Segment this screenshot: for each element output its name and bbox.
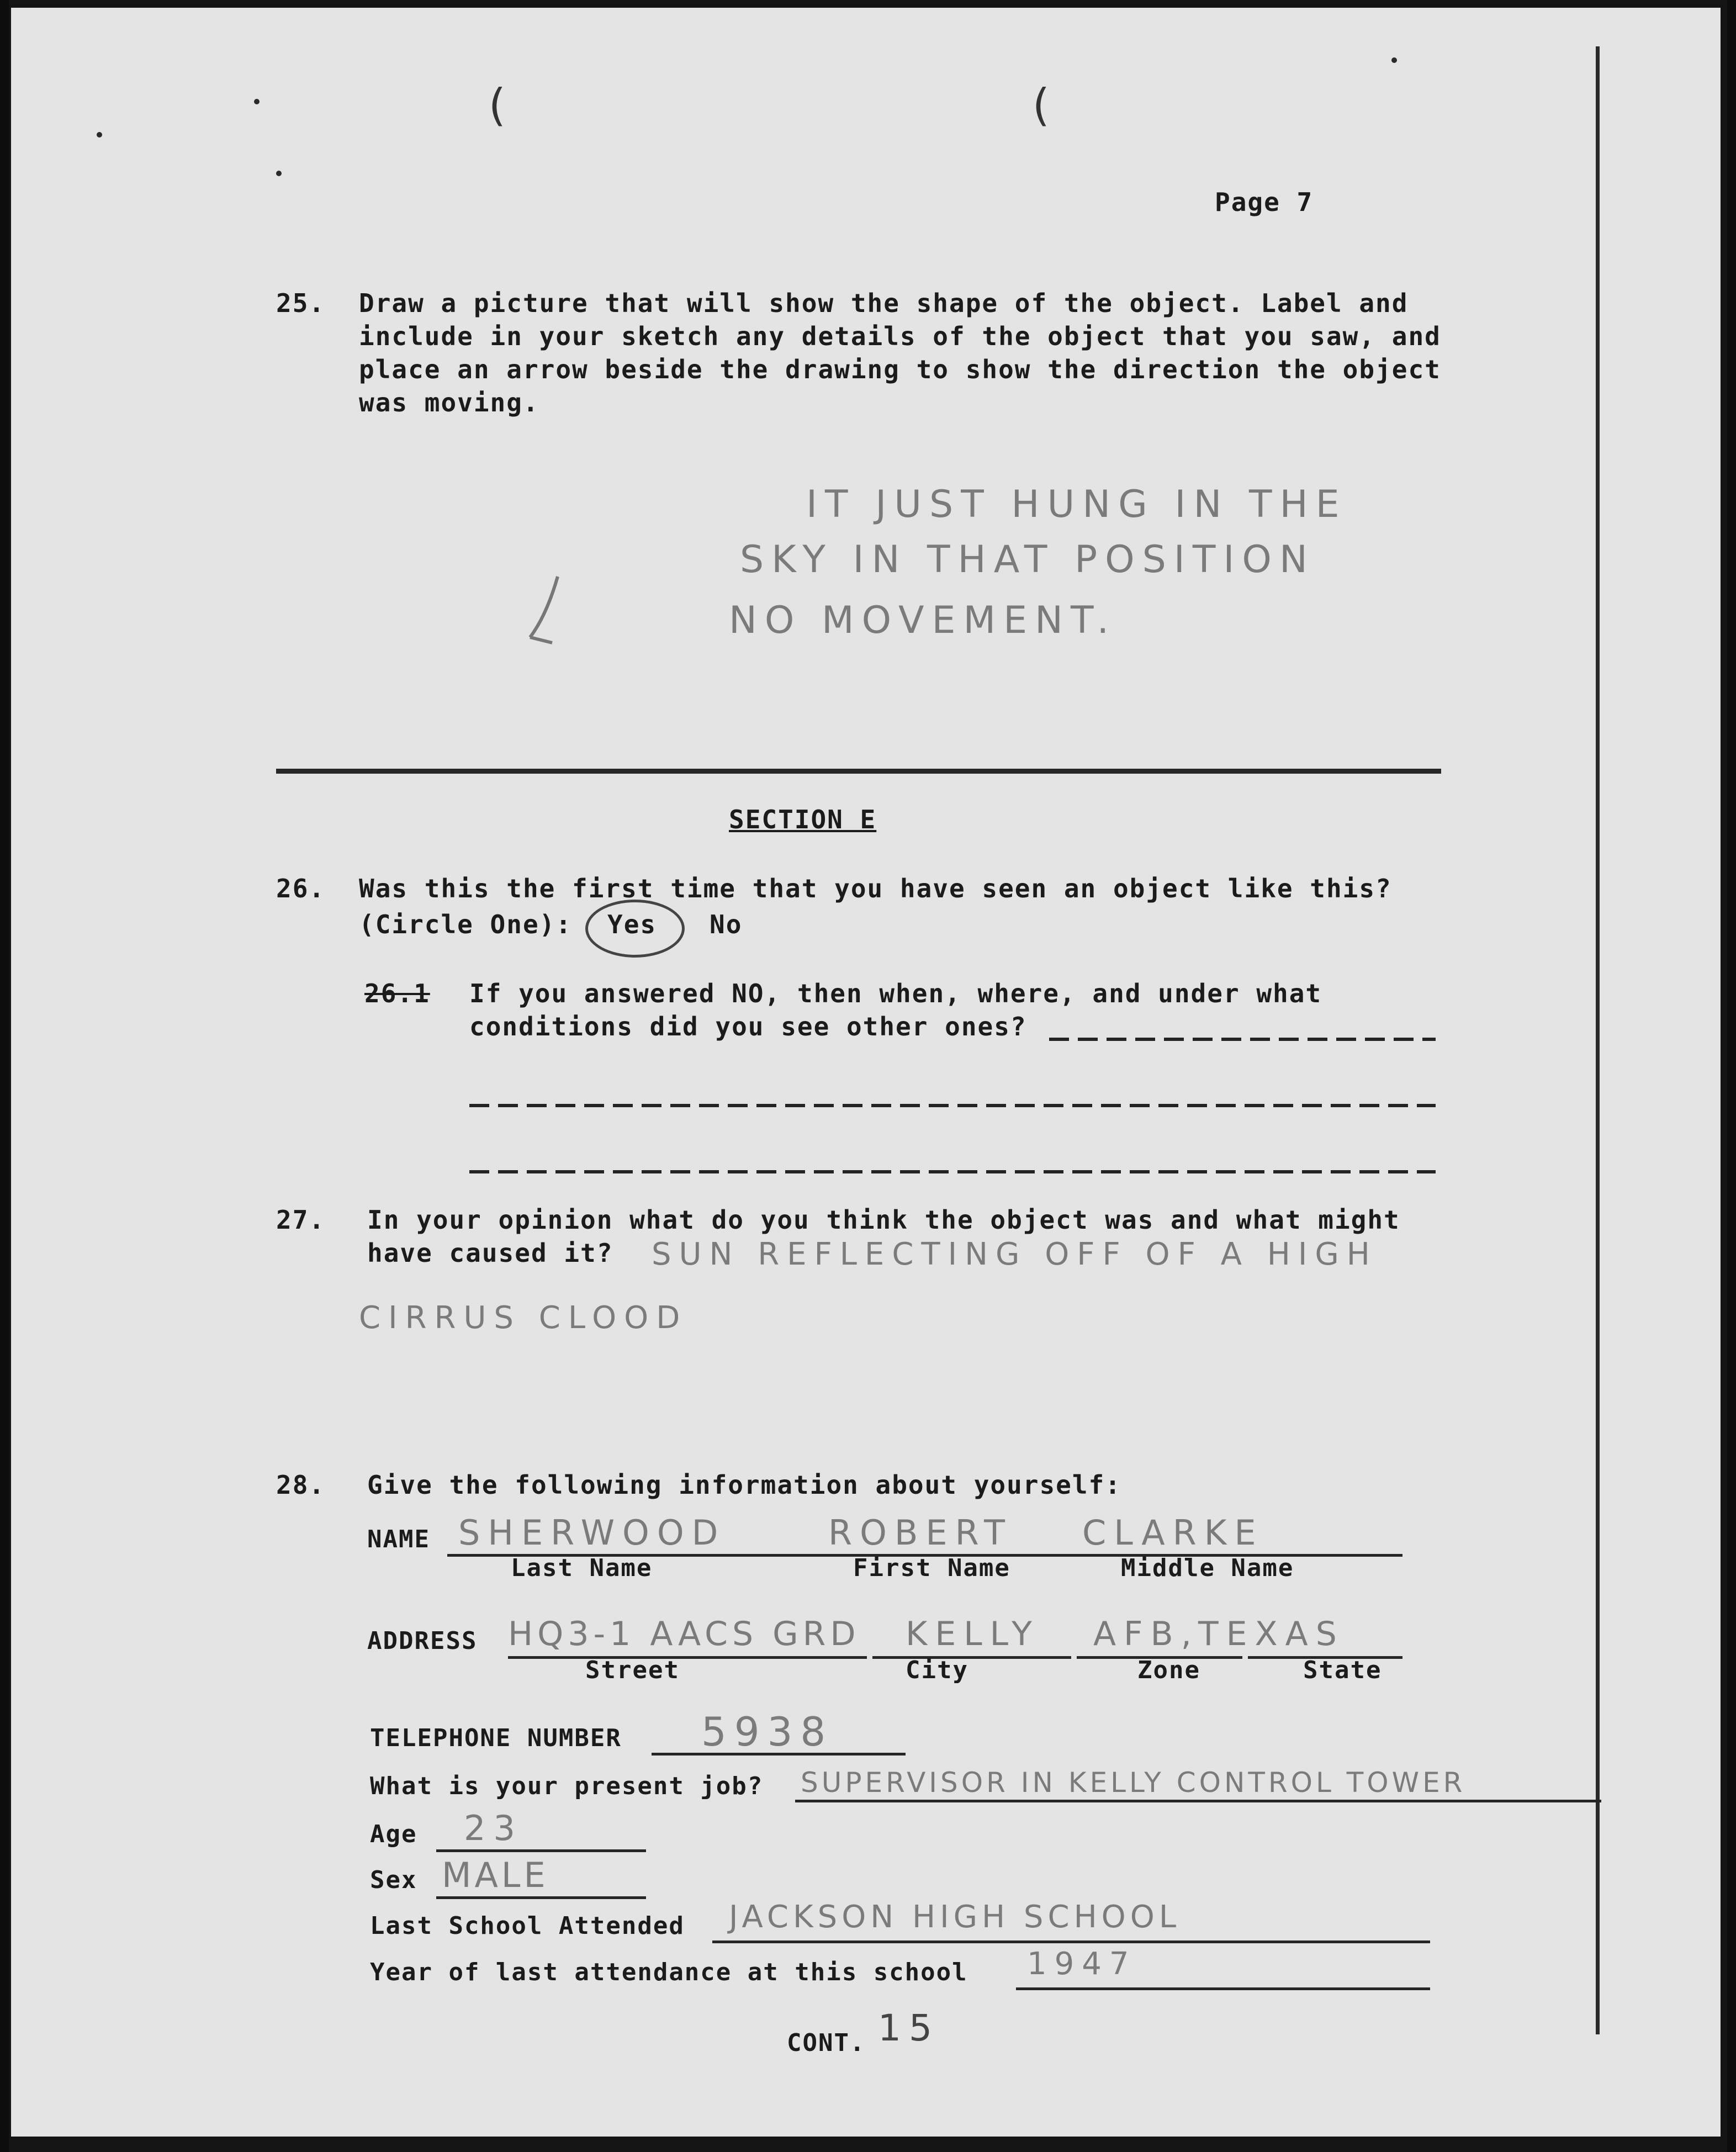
question-text: place an arrow beside the drawing to show the direction the object xyxy=(359,355,1441,384)
sketch-answer: NO MOVEMENT. xyxy=(729,599,1117,642)
last-name-value: SHERWOOD xyxy=(458,1513,726,1553)
question-number: 27. xyxy=(276,1205,326,1235)
street-value: HQ3-1 AACS GRD xyxy=(508,1615,860,1653)
opinion-answer: CIRRUS CLOOD xyxy=(359,1300,688,1336)
school-label: Last School Attended xyxy=(370,1912,685,1940)
scan-speck xyxy=(1391,57,1397,63)
sub-question-text: conditions did you see other ones? xyxy=(469,1012,1027,1041)
question-text: In your opinion what do you think the object was and what might xyxy=(367,1205,1400,1235)
middle-name-caption: Middle Name xyxy=(1121,1554,1294,1582)
city-value: KELLY xyxy=(906,1615,1040,1653)
question-number: 26. xyxy=(276,874,326,903)
answer-line xyxy=(469,1170,1436,1173)
question-text: was moving. xyxy=(359,388,539,417)
first-name-value: ROBERT xyxy=(828,1513,1013,1553)
question-text: Give the following information about yourself: xyxy=(367,1470,1121,1500)
question-number: 25. xyxy=(276,288,326,318)
question-number: 28. xyxy=(276,1470,326,1500)
sex-label: Sex xyxy=(370,1866,417,1894)
question-text: Was this the first time that you have seen an object like this? xyxy=(359,874,1392,903)
sex-value: MALE xyxy=(442,1855,549,1895)
job-line xyxy=(795,1800,1601,1802)
year-label: Year of last attendance at this school xyxy=(370,1958,968,1986)
answer-line xyxy=(1049,1038,1436,1041)
circled-answer xyxy=(585,900,685,958)
year-line xyxy=(1016,1987,1430,1990)
question-text: have caused it? xyxy=(367,1238,613,1268)
question-text: Draw a picture that will show the shape of the object. Label and xyxy=(359,288,1409,318)
question-text: include in your sketch any details of the object that you saw, and xyxy=(359,321,1441,351)
address-label: ADDRESS xyxy=(367,1627,478,1655)
scan-speck xyxy=(276,171,282,176)
margin-mark: ( xyxy=(1027,80,1054,131)
middle-name-value: CLARKE xyxy=(1082,1513,1264,1553)
sketch-answer: SKY IN THAT POSITION xyxy=(740,538,1315,581)
age-label: Age xyxy=(370,1820,417,1848)
form-page xyxy=(11,8,1721,2137)
job-label: What is your present job? xyxy=(370,1772,764,1800)
sex-line xyxy=(436,1896,646,1899)
page-number: Page 7 xyxy=(1215,187,1314,217)
margin-rule xyxy=(1596,46,1600,2034)
state-value: TEXAS xyxy=(1198,1615,1345,1653)
sub-question-text: If you answered NO, then when, where, and under what xyxy=(469,979,1322,1008)
telephone-value: 5938 xyxy=(701,1709,834,1755)
city-caption: City xyxy=(906,1656,968,1684)
continued-page-ref: 15 xyxy=(878,2007,940,2049)
age-line xyxy=(436,1849,646,1852)
sub-question-number: 26.1 xyxy=(364,979,430,1008)
opinion-answer: SUN REFLECTING OFF OF A HIGH xyxy=(652,1236,1378,1272)
circle-one-label: (Circle One): xyxy=(359,910,573,939)
year-value: 1947 xyxy=(1027,1946,1137,1982)
last-name-caption: Last Name xyxy=(511,1554,653,1582)
school-value: JACKSON HIGH SCHOOL xyxy=(729,1899,1181,1935)
zone-caption: Zone xyxy=(1137,1656,1200,1684)
answer-line xyxy=(469,1104,1436,1107)
city-line xyxy=(872,1656,1071,1659)
job-value: SUPERVISOR IN KELLY CONTROL TOWER xyxy=(801,1767,1466,1799)
answer-yes: Yes xyxy=(607,910,657,939)
scan-edge-right xyxy=(1727,0,1736,2152)
scan-speck xyxy=(97,132,102,138)
margin-mark: ( xyxy=(483,80,510,131)
sketch-answer: IT JUST HUNG IN THE xyxy=(806,483,1347,526)
section-title: SECTION E xyxy=(729,805,877,834)
street-caption: Street xyxy=(585,1656,680,1684)
continued-label: CONT. xyxy=(787,2029,866,2057)
scan-edge-left xyxy=(0,0,9,2152)
first-name-caption: First Name xyxy=(853,1554,1010,1582)
street-line xyxy=(508,1656,867,1659)
telephone-label: TELEPHONE NUMBER xyxy=(370,1724,622,1752)
age-value: 23 xyxy=(464,1808,523,1848)
zone-value: AFB, xyxy=(1093,1615,1199,1653)
state-caption: State xyxy=(1303,1656,1382,1684)
section-divider xyxy=(276,769,1441,774)
name-label: NAME xyxy=(367,1525,430,1553)
answer-no: No xyxy=(710,910,743,939)
scan-speck xyxy=(254,99,260,104)
school-line xyxy=(712,1940,1430,1943)
sketch-mark xyxy=(519,554,585,659)
